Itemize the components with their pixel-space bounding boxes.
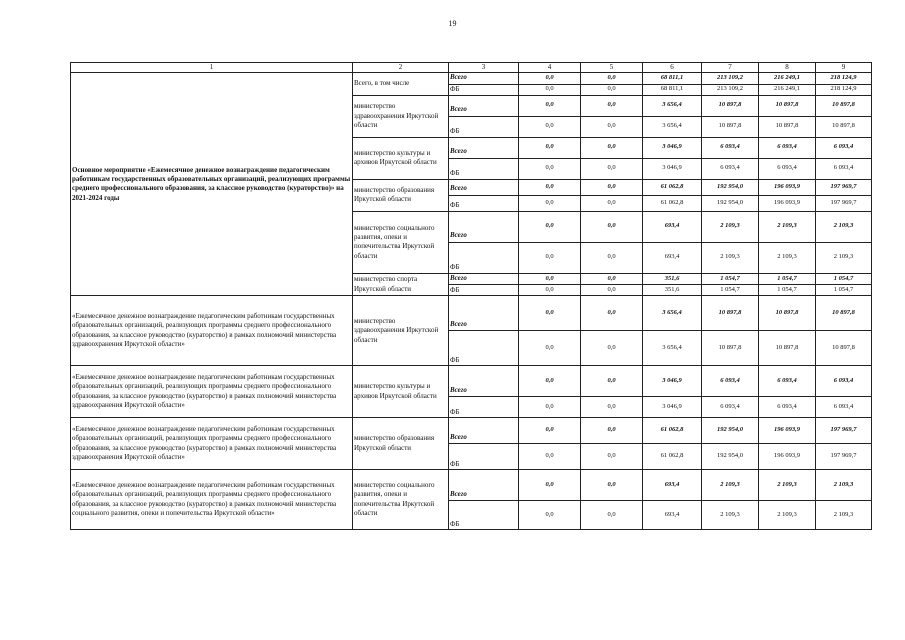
amount-cell: 351,6 bbox=[643, 273, 702, 284]
amount-cell: 3 656,4 bbox=[643, 296, 702, 331]
amount-cell: 10 897,8 bbox=[759, 95, 816, 116]
amount-cell: 0,0 bbox=[519, 397, 581, 418]
amount-cell: 0,0 bbox=[581, 137, 643, 158]
amount-cell: 6 093,4 bbox=[759, 397, 816, 418]
amount-cell: 10 897,8 bbox=[816, 296, 872, 331]
federal-budget-label: ФБ bbox=[449, 84, 519, 95]
amount-cell: 10 897,8 bbox=[759, 116, 816, 137]
column-number: 4 bbox=[519, 63, 581, 73]
total-row bbox=[71, 470, 872, 501]
amount-cell: 10 897,8 bbox=[702, 95, 759, 116]
amount-cell: 10 897,8 bbox=[816, 331, 872, 366]
total-label: Всего bbox=[449, 95, 519, 116]
amount-cell: 0,0 bbox=[581, 158, 643, 179]
amount-cell: 693,4 bbox=[643, 501, 702, 530]
column-number-header-row bbox=[71, 63, 872, 73]
amount-cell: 10 897,8 bbox=[702, 331, 759, 366]
amount-cell: 216 249,1 bbox=[759, 73, 816, 84]
amount-cell: 1 054,7 bbox=[816, 273, 872, 284]
amount-cell: 2 109,3 bbox=[702, 211, 759, 242]
amount-cell: 0,0 bbox=[581, 501, 643, 530]
federal-budget-label: ФБ bbox=[449, 501, 519, 530]
amount-cell: 3 656,4 bbox=[643, 95, 702, 116]
page-number: 19 bbox=[448, 19, 457, 28]
amount-cell: 192 954,0 bbox=[702, 418, 759, 444]
amount-cell: 0,0 bbox=[519, 179, 581, 195]
amount-cell: 218 124,9 bbox=[816, 84, 872, 95]
amount-cell: 3 046,9 bbox=[643, 366, 702, 397]
executor-name: министерство культуры и архивов Иркутской области bbox=[353, 137, 449, 179]
amount-cell: 2 109,3 bbox=[816, 470, 872, 501]
amount-cell: 0,0 bbox=[581, 418, 643, 444]
amount-cell: 0,0 bbox=[581, 273, 643, 284]
amount-cell: 0,0 bbox=[519, 285, 581, 296]
amount-cell: 693,4 bbox=[643, 242, 702, 273]
amount-cell: 0,0 bbox=[581, 73, 643, 84]
amount-cell: 6 093,4 bbox=[702, 397, 759, 418]
amount-cell: 192 954,0 bbox=[702, 444, 759, 470]
federal-budget-label: ФБ bbox=[449, 195, 519, 211]
amount-cell: 2 109,3 bbox=[702, 501, 759, 530]
amount-cell: 2 109,3 bbox=[816, 242, 872, 273]
total-row bbox=[71, 366, 872, 397]
executor-name: министерство социального развития, опеки и попечительства Иркутской области bbox=[353, 470, 449, 530]
federal-budget-label: ФБ bbox=[449, 116, 519, 137]
amount-cell: 6 093,4 bbox=[759, 158, 816, 179]
amount-cell: 6 093,4 bbox=[816, 397, 872, 418]
amount-cell: 0,0 bbox=[581, 331, 643, 366]
column-number: 2 bbox=[353, 63, 449, 73]
amount-cell: 6 093,4 bbox=[702, 158, 759, 179]
amount-cell: 1 054,7 bbox=[816, 285, 872, 296]
amount-cell: 1 054,7 bbox=[702, 273, 759, 284]
amount-cell: 0,0 bbox=[519, 73, 581, 84]
activity-description: «Ежемесячное денежное вознаграждение педагогическим работникам государственных образовательных организаций, реализующих программы среднего профессионального образования, за классное руководство (кураторство) в рамках полномочий министерства здравоохранения Иркутской области» bbox=[71, 366, 353, 418]
amount-cell: 0,0 bbox=[519, 158, 581, 179]
amount-cell: 10 897,8 bbox=[816, 95, 872, 116]
column-number: 6 bbox=[643, 63, 702, 73]
amount-cell: 0,0 bbox=[519, 95, 581, 116]
amount-cell: 197 969,7 bbox=[816, 418, 872, 444]
amount-cell: 2 109,3 bbox=[816, 501, 872, 530]
amount-cell: 693,4 bbox=[643, 211, 702, 242]
amount-cell: 10 897,8 bbox=[702, 296, 759, 331]
amount-cell: 0,0 bbox=[519, 444, 581, 470]
federal-budget-label: ФБ bbox=[449, 158, 519, 179]
amount-cell: 2 109,3 bbox=[759, 501, 816, 530]
executor-name: министерство здравоохранения Иркутской области bbox=[353, 296, 449, 366]
amount-cell: 0,0 bbox=[519, 470, 581, 501]
federal-budget-label: ФБ bbox=[449, 331, 519, 366]
amount-cell: 0,0 bbox=[581, 397, 643, 418]
amount-cell: 0,0 bbox=[519, 296, 581, 331]
amount-cell: 0,0 bbox=[519, 273, 581, 284]
amount-cell: 6 093,4 bbox=[759, 137, 816, 158]
total-row bbox=[71, 73, 872, 84]
total-label: Всего bbox=[449, 273, 519, 284]
amount-cell: 197 969,7 bbox=[816, 195, 872, 211]
amount-cell: 0,0 bbox=[519, 211, 581, 242]
amount-cell: 0,0 bbox=[519, 242, 581, 273]
activity-description: Основное мероприятие «Ежемесячное денежное вознаграждение педагогическим работникам государственных образовательных организаций, реализующих программы среднего профессионального образования, за классное руководство (кураторство)» на 2021-2024 годы bbox=[71, 73, 353, 296]
amount-cell: 1 054,7 bbox=[702, 285, 759, 296]
amount-cell: 1 054,7 bbox=[759, 273, 816, 284]
amount-cell: 6 093,4 bbox=[816, 366, 872, 397]
amount-cell: 197 969,7 bbox=[816, 179, 872, 195]
amount-cell: 0,0 bbox=[519, 84, 581, 95]
amount-cell: 0,0 bbox=[581, 444, 643, 470]
amount-cell: 351,6 bbox=[643, 285, 702, 296]
amount-cell: 6 093,4 bbox=[816, 137, 872, 158]
column-number: 9 bbox=[816, 63, 872, 73]
activity-description: «Ежемесячное денежное вознаграждение педагогическим работникам государственных образовательных организаций, реализующих программы среднего профессионального образования, за классное руководство (кураторство) в рамках полномочий министерства здравоохранения Иркутской области» bbox=[71, 418, 353, 470]
total-label: Всего bbox=[449, 470, 519, 501]
amount-cell: 213 109,2 bbox=[702, 84, 759, 95]
amount-cell: 61 062,8 bbox=[643, 195, 702, 211]
amount-cell: 1 054,7 bbox=[759, 285, 816, 296]
amount-cell: 0,0 bbox=[519, 116, 581, 137]
total-label: Всего bbox=[449, 179, 519, 195]
total-label: Всего bbox=[449, 137, 519, 158]
amount-cell: 68 811,1 bbox=[643, 73, 702, 84]
federal-budget-label: ФБ bbox=[449, 444, 519, 470]
amount-cell: 0,0 bbox=[581, 179, 643, 195]
activity-description: «Ежемесячное денежное вознаграждение педагогическим работникам государственных образовательных организаций, реализующих программы среднего профессионального образования, за классное руководство (кураторство) в рамках полномочий министерства социального развития, опеки и попечительства Иркутской области» bbox=[71, 470, 353, 530]
executor-name: министерство социального развития, опеки и попечительства Иркутской области bbox=[353, 211, 449, 273]
amount-cell: 2 109,3 bbox=[759, 470, 816, 501]
amount-cell: 0,0 bbox=[519, 137, 581, 158]
amount-cell: 6 093,4 bbox=[816, 158, 872, 179]
amount-cell: 0,0 bbox=[581, 242, 643, 273]
amount-cell: 0,0 bbox=[519, 195, 581, 211]
amount-cell: 61 062,8 bbox=[643, 444, 702, 470]
amount-cell: 6 093,4 bbox=[702, 366, 759, 397]
executor-name: министерство культуры и архивов Иркутской области bbox=[353, 366, 449, 418]
total-label: Всего bbox=[449, 211, 519, 242]
amount-cell: 0,0 bbox=[581, 84, 643, 95]
amount-cell: 0,0 bbox=[581, 470, 643, 501]
amount-cell: 2 109,3 bbox=[702, 242, 759, 273]
amount-cell: 3 046,9 bbox=[643, 137, 702, 158]
amount-cell: 2 109,3 bbox=[702, 470, 759, 501]
column-number: 5 bbox=[581, 63, 643, 73]
amount-cell: 2 109,3 bbox=[816, 211, 872, 242]
amount-cell: 218 124,9 bbox=[816, 73, 872, 84]
amount-cell: 0,0 bbox=[581, 366, 643, 397]
total-label: Всего bbox=[449, 296, 519, 331]
amount-cell: 10 897,8 bbox=[816, 116, 872, 137]
federal-budget-label: ФБ bbox=[449, 285, 519, 296]
total-row bbox=[71, 296, 872, 331]
amount-cell: 61 062,8 bbox=[643, 179, 702, 195]
amount-cell: 693,4 bbox=[643, 470, 702, 501]
federal-budget-label: ФБ bbox=[449, 242, 519, 273]
column-number: 1 bbox=[71, 63, 353, 73]
amount-cell: 0,0 bbox=[519, 418, 581, 444]
total-label: Всего bbox=[449, 366, 519, 397]
amount-cell: 192 954,0 bbox=[702, 195, 759, 211]
federal-budget-label: ФБ bbox=[449, 397, 519, 418]
amount-cell: 0,0 bbox=[581, 195, 643, 211]
amount-cell: 10 897,8 bbox=[759, 296, 816, 331]
amount-cell: 10 897,8 bbox=[759, 331, 816, 366]
column-number: 8 bbox=[759, 63, 816, 73]
amount-cell: 0,0 bbox=[581, 285, 643, 296]
column-number: 7 bbox=[702, 63, 759, 73]
amount-cell: 196 093,9 bbox=[759, 179, 816, 195]
amount-cell: 0,0 bbox=[581, 211, 643, 242]
amount-cell: 0,0 bbox=[581, 116, 643, 137]
amount-cell: 6 093,4 bbox=[702, 137, 759, 158]
executor-name: Всего, в том числе bbox=[353, 73, 449, 95]
amount-cell: 3 046,9 bbox=[643, 158, 702, 179]
amount-cell: 196 093,9 bbox=[759, 418, 816, 444]
total-label: Всего bbox=[449, 73, 519, 84]
amount-cell: 2 109,3 bbox=[759, 242, 816, 273]
executor-name: министерство образования Иркутской области bbox=[353, 418, 449, 470]
amount-cell: 3 656,4 bbox=[643, 331, 702, 366]
amount-cell: 216 249,1 bbox=[759, 84, 816, 95]
amount-cell: 196 093,9 bbox=[759, 444, 816, 470]
amount-cell: 0,0 bbox=[519, 331, 581, 366]
amount-cell: 10 897,8 bbox=[702, 116, 759, 137]
amount-cell: 0,0 bbox=[581, 95, 643, 116]
amount-cell: 2 109,3 bbox=[759, 211, 816, 242]
amount-cell: 68 811,1 bbox=[643, 84, 702, 95]
column-number: 3 bbox=[449, 63, 519, 73]
amount-cell: 196 093,9 bbox=[759, 195, 816, 211]
executor-name: министерство здравоохранения Иркутской области bbox=[353, 95, 449, 137]
amount-cell: 0,0 bbox=[581, 296, 643, 331]
executor-name: министерство образования Иркутской области bbox=[353, 179, 449, 211]
amount-cell: 61 062,8 bbox=[643, 418, 702, 444]
amount-cell: 197 969,7 bbox=[816, 444, 872, 470]
total-row bbox=[71, 418, 872, 444]
budget-table bbox=[70, 62, 872, 530]
amount-cell: 213 109,2 bbox=[702, 73, 759, 84]
amount-cell: 0,0 bbox=[519, 366, 581, 397]
amount-cell: 192 954,0 bbox=[702, 179, 759, 195]
executor-name: министерство спорта Иркутской области bbox=[353, 273, 449, 295]
total-label: Всего bbox=[449, 418, 519, 444]
amount-cell: 3 656,4 bbox=[643, 116, 702, 137]
amount-cell: 6 093,4 bbox=[759, 366, 816, 397]
activity-description: «Ежемесячное денежное вознаграждение педагогическим работникам государственных образовательных организаций, реализующих программы среднего профессионального образования, за классное руководство (кураторство) в рамках полномочий министерства здравоохранения Иркутской области» bbox=[71, 296, 353, 366]
amount-cell: 0,0 bbox=[519, 501, 581, 530]
amount-cell: 3 046,9 bbox=[643, 397, 702, 418]
